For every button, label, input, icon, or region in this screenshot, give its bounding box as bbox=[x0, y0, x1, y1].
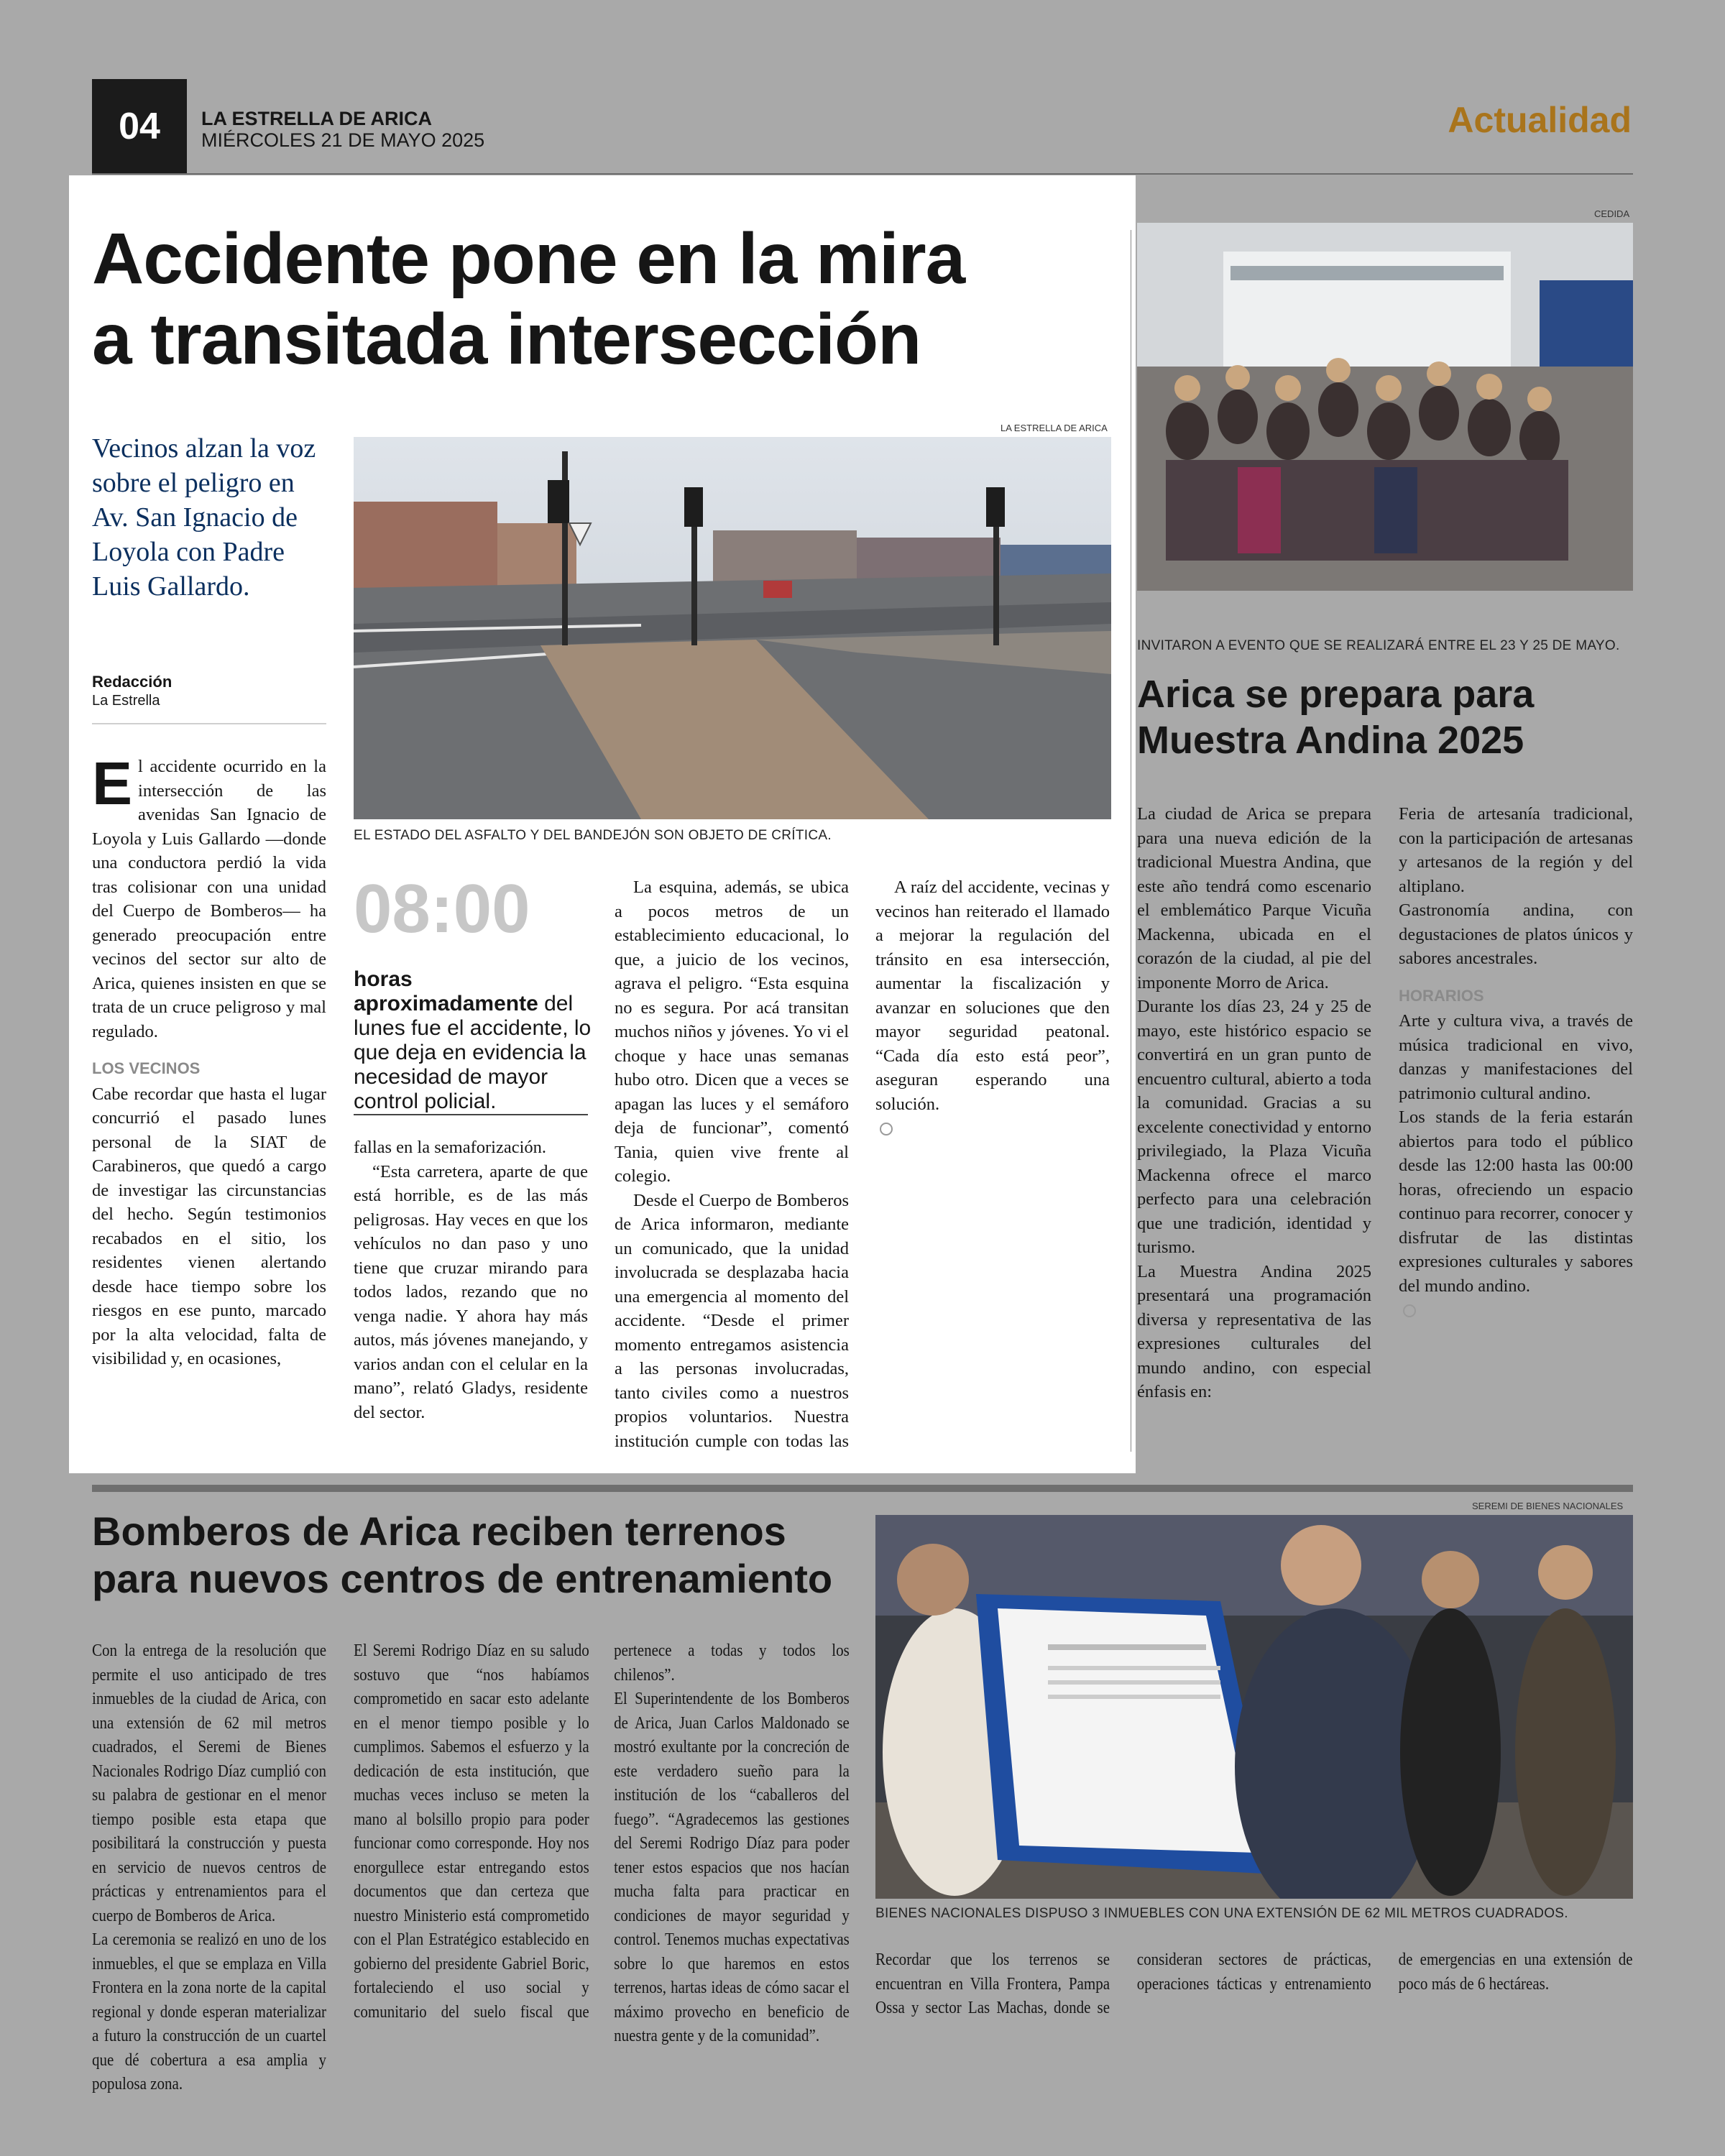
end-mark-icon bbox=[880, 1123, 893, 1135]
article3-photo-credit: SEREMI DE BIENES NACIONALES bbox=[1472, 1501, 1624, 1511]
article1-photo-credit: LA ESTRELLA DE ARICA bbox=[1000, 423, 1108, 433]
article3-column-1 bbox=[92, 1639, 326, 2096]
article2-photo-caption: INVITARON A EVENTO QUE SE REALIZARÁ ENTRE EL 23 Y 25 DE MAYO. bbox=[1137, 638, 1620, 653]
article1-column-3 bbox=[615, 875, 849, 1455]
signing-photo-svg bbox=[875, 1515, 1633, 1899]
article3-paragraph-2: La ceremonia se realizó en uno de los inmuebles, el que se emplaza en Villa Frontera en la zona norte de la capital regional y donde esperan materializar a futuro la construcción de un cuartel que dé cobertura a esa amplia y populosa zona. bbox=[92, 1930, 326, 2093]
article3-column-4-6 bbox=[875, 1948, 1633, 2077]
page-number: 04 bbox=[92, 79, 187, 174]
section-divider bbox=[92, 1485, 1633, 1492]
article3-paragraph-5: Recordar que los terrenos se encuentran en Villa Frontera, Pampa Ossa y sector Las Machas, donde se consideran sectores de prácticas, operaciones tácticas y entrenamiento de emergencias en una extensión de poco más de 6 hectáreas. bbox=[875, 1950, 1633, 2017]
byline-org: La Estrella bbox=[92, 693, 160, 709]
article3-title bbox=[92, 1508, 868, 1603]
article1-column-1 bbox=[92, 750, 326, 1371]
newspaper-name: LA ESTRELLA DE ARICA bbox=[201, 108, 432, 129]
article3-title-line2: para nuevos centros de entrenamiento bbox=[92, 1556, 833, 1601]
article2-paragraph-7: Los stands de la feria estarán abiertos para todo el público desde las 12:00 hasta las 00:00 horas, ofreciendo un espacio continuo para recorrer, conocer y disfrutar de las distintas expresiones culturales y sabores del mundo andino. bbox=[1399, 1107, 1633, 1296]
dropcap: E bbox=[92, 750, 133, 817]
article1-paragraph-3: fallas en la semaforización. bbox=[354, 1138, 547, 1157]
section-label: Actualidad bbox=[1448, 100, 1632, 140]
article2-subhead: HORARIOS bbox=[1399, 986, 1484, 1005]
article1-paragraph-1: l accidente ocurrido en la intersección de las avenidas San Ignacio de Loyola y Luis Gallardo —donde una conductora perdió la vida tras colisionar con una unidad del Cuerpo de Bomberos— ha generado preocupación entre vecinos del sector sur alto de Arica, quienes insisten en que se trata de un cruce peligroso y mal regulado. bbox=[92, 757, 326, 1041]
article1-photo-caption: EL ESTADO DEL ASFALTO Y DEL BANDEJÓN SON OBJETO DE CRÍTICA. bbox=[354, 828, 832, 843]
article2-paragraph-6: Arte y cultura viva, a través de música tradicional en vivo, danzas y manifestaciones del patrimonio cultural andino. bbox=[1399, 1011, 1633, 1103]
article1-paragraph-7: A raíz del accidente, vecinas y vecinos han reiterado el llamado a mejorar la regulación del tránsito en esa intersección, aumentar la fiscalización y avanzar en soluciones que den mayor seguridad peatonal. “Cada día esto está peor”, aseguran esperando una solución. bbox=[875, 877, 1110, 1114]
article1-column-2 bbox=[354, 1135, 588, 1424]
intersection-photo bbox=[354, 437, 1111, 819]
article3-paragraph-3: El Seremi Rodrigo Díaz en su saludo sostuvo que “nos habíamos comprometido en sacar esto adelante en el menor tiempo posible y lo cumplimos. Sabemos el esfuerzo y la dedicación de esta institución, que muchas veces incluso se meten la mano al bolsillo propio para poder funcionar como corresponde. Hoy nos enorgullece estar entregando estos documentos que dan certeza que nuestro Ministerio está comprometido con el Plan Estratégico establecido en gobierno del presidente Gabriel Boric, fortaleciendo el uso social y comunitario del suelo fiscal que pertenece a todas y todos los chilenos”. bbox=[354, 1641, 850, 2022]
pull-quote-rest: del lunes fue el accidente, lo que deja en evidencia la necesidad de mayor control policial. bbox=[354, 992, 592, 1113]
end-mark-icon bbox=[1403, 1304, 1416, 1317]
issue-date: MIÉRCOLES 21 DE MAYO 2025 bbox=[201, 129, 485, 151]
article2-paragraph-3: La Muestra Andina 2025 presentará una programación diversa y representativa de las expresiones culturales del mundo andino, con especial énfasis en: bbox=[1137, 1261, 1371, 1401]
article1-deck: Vecinos alzan la voz sobre el peligro en Av. San Ignacio de Loyola con Padre Luis Gallardo. bbox=[92, 433, 316, 602]
article1-paragraph-2: Cabe recordar que hasta el lugar concurrió el pasado lunes personal de la SIAT de Carabineros, que quedó a cargo de investigar las circunstancias del hecho. Según testimonios recabados en el sitio, los residentes vienen alertando desde hace tiempo sobre los riesgos en ese punto, marcado por la alta velocidad, falta de visibilidad y, en ocasiones, bbox=[92, 1084, 326, 1368]
article2-paragraph-2: Durante los días 23, 24 y 25 de mayo, este histórico espacio se convertirá en un gran punto de encuentro cultural, abierto a toda la comunidad. Gracias a su excelente conectividad y entorno privilegiado, la Plaza Vicuña Mackenna ofrece el marco perfecto para una celebración que une tradición, identidad y turismo. bbox=[1137, 997, 1371, 1257]
article3-title-line1: Bomberos de Arica reciben terrenos bbox=[92, 1508, 786, 1554]
article2-title-line2: Muestra Andina 2025 bbox=[1137, 719, 1524, 762]
article1-subhead: LOS VECINOS bbox=[92, 1059, 201, 1077]
article2-column-1 bbox=[1137, 802, 1371, 1404]
byline: Redacción bbox=[92, 673, 172, 691]
article3-column-2-3 bbox=[354, 1639, 850, 2070]
article1-title-line2: a transitada intersección bbox=[92, 299, 921, 379]
pull-quote-rule bbox=[354, 1114, 588, 1115]
article3-paragraph-1: Con la entrega de la resolución que permite el uso anticipado de tres inmuebles de la ciudad de Arica, con una extensión de 62 mil metros cuadrados, el Seremi de Bienes Nacionales Rodrigo Díaz cumplió con su palabra de gestionar en el menor tiempo posible esta etapa que posibilitará la construcción y puesta en servicio de nuevos centros de prácticas y entrenamientos para el cuerpo de Bomberos de Arica. bbox=[92, 1641, 326, 1925]
pull-quote-bold: horas aproximadamente bbox=[354, 967, 538, 1015]
pull-quote-text bbox=[354, 967, 594, 1114]
article2-title-line1: Arica se prepara para bbox=[1137, 673, 1535, 716]
intersection-photo-svg bbox=[354, 437, 1111, 819]
article2-photo-credit: CEDIDA bbox=[1594, 208, 1630, 219]
article1-paragraph-6: Desde el Cuerpo de Bomberos de Arica informaron, mediante un comunicado, que la unidad involucrada se desplazaba hacia una emergencia al momento del accidente. “Desde el primer momento entregamos asistencia a las personas involucradas, tanto civiles como a nuestros propios voluntarios. Nuestra institución cumple con todas las bbox=[615, 1190, 849, 1451]
article3-paragraph-4: El Superintendente de los Bomberos de Arica, Juan Carlos Maldonado se mostró exultante por la concreción de este verdadero sueño para la institución de los “caballeros del fuego”. “Agradecemos las gestiones del Seremi Rodrigo Díaz para poder tener estos espacios que nos hacían mucha falta para practicar en condiciones de mayor seguridad y control. Tenemos muchas expectativas sobre lo que haremos en estos terrenos, hartas ideas de cómo sacar el máximo provecho en beneficio de nuestra gente y de la comunidad”. bbox=[614, 1689, 850, 2045]
pull-quote-number: 08:00 bbox=[354, 870, 530, 947]
article1-column-4 bbox=[875, 875, 1110, 1141]
article1-title bbox=[92, 218, 1113, 379]
article2-paragraph-4: Feria de artesanía tradicional, con la participación de artesanas y artesanos de la región y del altiplano. bbox=[1399, 804, 1633, 896]
header-rule bbox=[92, 173, 1633, 175]
article2-paragraph-1: La ciudad de Arica se prepara para una nueva edición de la tradicional Muestra Andina, que este año tendrá como escenario el emblemático Parque Vicuña Mackenna, ubicada en el corazón de la ciudad, al pie del imponente Morro de Arica. bbox=[1137, 804, 1371, 992]
article1-paragraph-4: “Esta carretera, aparte de que está horrible, es de las más peligrosas. Hay veces en que los vehículos no dan paso y uno tiene que cruzar mirando para todos lados, rezando que no venga nadie. Y ahora hay más autos, más jóvenes manejando, y varios andan con el celular en la mano”, relató Gladys, residente del sector. bbox=[354, 1161, 588, 1422]
article1-paragraph-5: La esquina, además, se ubica a pocos metros de un establecimiento educacional, lo que, a juicio de los vecinos, agrava el peligro. “Esta esquina no es segura. Por acá transitan muchos niños y jóvenes. Yo vi el choque y hace unas semanas hubo otro. Dicen que a veces se apagan las luces y el semáforo deja de funcionar”, comentó Tania, quien vive frente al colegio. bbox=[615, 877, 849, 1186]
byline-rule bbox=[92, 723, 326, 724]
article2-title bbox=[1137, 671, 1633, 763]
article2-paragraph-5: Gastronomía andina, con degustaciones de platos únicos y sabores ancestrales. bbox=[1399, 900, 1633, 968]
article1-title-line1: Accidente pone en la mira bbox=[92, 218, 965, 299]
signing-photo bbox=[875, 1515, 1633, 1899]
muestra-andina-photo bbox=[1137, 223, 1633, 591]
article3-photo-caption: BIENES NACIONALES DISPUSO 3 INMUEBLES CON UNA EXTENSIÓN DE 62 MIL METROS CUADRADOS. bbox=[875, 1906, 1568, 1921]
article2-column-2 bbox=[1399, 802, 1633, 1322]
muestra-andina-photo-svg bbox=[1137, 223, 1633, 591]
